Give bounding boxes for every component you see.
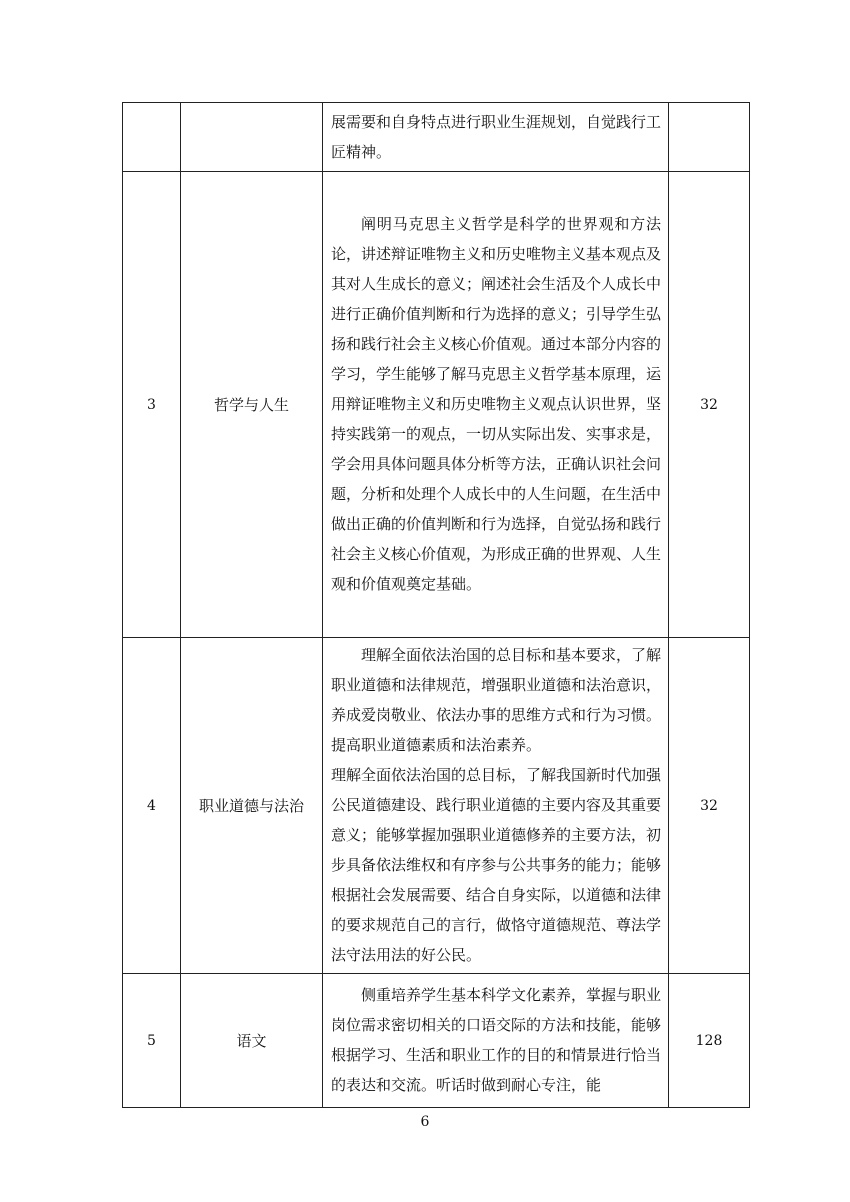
course-description-cell (323, 638, 669, 974)
table-row (123, 974, 750, 1108)
table-row (123, 103, 750, 172)
course-number-cell (123, 103, 181, 172)
description-paragraph: 理解全面依法治国的总目标和基本要求，了解职业道德和法律规范，增强职业道德和法治意识，养成爱岗敬业、依法办事的思维方式和行为习惯。提高职业道德素质和法治素养。 (331, 646, 662, 754)
course-name-cell (181, 103, 323, 172)
description-paragraph: 侧重培养学生基本科学文化素养，掌握与职业岗位需求密切相关的口语交际的方法和技能，能够根据学习、生活和职业工作的目的和情景进行恰当的表达和交流。听话时做到耐心专注，能 (331, 986, 662, 1094)
table-row (123, 638, 750, 974)
course-name-cell: 哲学与人生 (181, 172, 323, 638)
description-paragraph: 展需要和自身特点进行职业生涯规划，自觉践行工匠精神。 (331, 112, 662, 161)
course-description-cell (323, 103, 669, 172)
page-number: 6 (420, 1114, 430, 1130)
course-hours-cell (669, 103, 750, 172)
description-paragraph: 理解全面依法治国的总目标，了解我国新时代加强公民道德建设、践行职业道德的主要内容及其重要意义；能够掌握加强职业道德修养的主要方法，初步具备依法维权和有序参与公共事务的能力；能够根据社会发展需要、结合自身实际，以道德和法律的要求规范自己的言行，做恪守道德规范、尊法学法守法用法的好公民。 (331, 766, 662, 964)
table-body (123, 103, 750, 1108)
course-description-cell (323, 172, 669, 638)
course-hours-cell: 32 (669, 172, 750, 638)
course-table (122, 102, 750, 1108)
table-row (123, 172, 750, 638)
course-number-cell: 3 (123, 172, 181, 638)
course-number-cell: 4 (123, 638, 181, 974)
course-hours-cell: 128 (669, 974, 750, 1108)
course-name-cell: 职业道德与法治 (181, 638, 323, 974)
course-number-cell: 5 (123, 974, 181, 1108)
course-hours-cell: 32 (669, 638, 750, 974)
course-name-cell: 语文 (181, 974, 323, 1108)
description-paragraph: 阐明马克思主义哲学是科学的世界观和方法论，讲述辩证唯物主义和历史唯物主义基本观点及其对人生成长的意义；阐述社会生活及个人成长中进行正确价值判断和行为选择的意义；引导学生弘扬和践行社会主义核心价值观。通过本部分内容的学习，学生能够了解马克思主义哲学基本原理，运用辩证唯物主义和历史唯物主义观点认识世界，坚持实践第一的观点，一切从实际出发、实事求是，学会用具体问题具体分析等方法，正确认识社会问题，分析和处理个人成长中的人生问题，在生活中做出正确的价值判断和行为选择，自觉弘扬和践行社会主义核心价值观，为形成正确的世界观、人生观和价值观奠定基础。 (331, 215, 662, 593)
course-description-cell (323, 974, 669, 1108)
